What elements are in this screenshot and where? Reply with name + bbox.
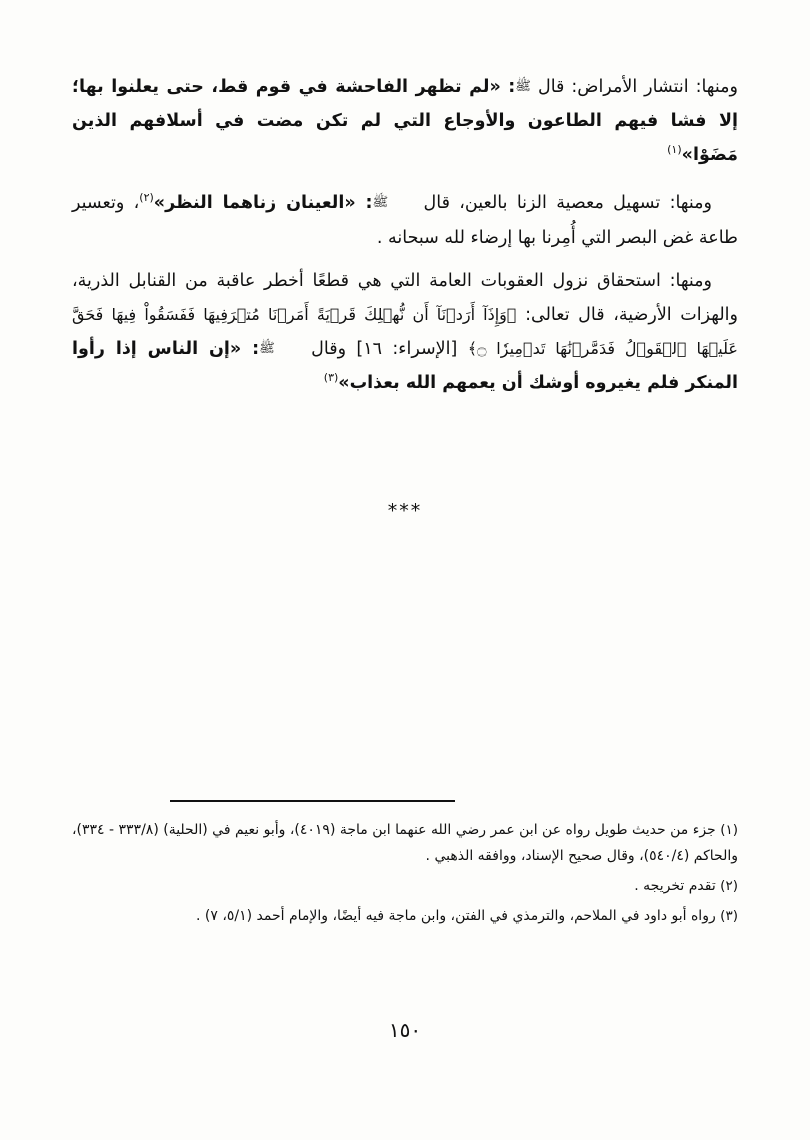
paragraph-3-line-after: وقال (311, 338, 347, 359)
page-number: ١٥٠ (388, 1018, 422, 1042)
footnote-marker-3: (٣) (323, 371, 339, 385)
paragraph-2-tail: ، وتعسير طاعة غض البصر التي أُمِرنا بها إرضاء لله سبحانه . (72, 193, 738, 248)
footnote-text: تقدم تخريجه . (634, 877, 716, 894)
footnote-separator-rule (170, 800, 455, 802)
paragraph-3-line2: القنابل الذرية، والهزات الأرضية، قال تعالى: (72, 270, 738, 325)
page-body (72, 70, 738, 409)
footnote-number: (١) (720, 822, 739, 838)
paragraph-1-lead: ومنها: انتشار الأمراض: قال (537, 77, 738, 97)
footnote-text: جزء من حديث طويل رواه عن ابن عمر رضي الله عنهما ابن ماجة (٤٠١٩)، وأبو نعيم في (الحلية) (٣٣٣/٨ - ٣٣٤)، والحاكم (٥٤٠/٤)، وقال صحيح الإسناد، ووافقه الذهبي . (72, 822, 738, 864)
paragraph-1 (72, 70, 738, 172)
quran-verse: ﴿وَإِذَآ أَرَدۡنَآ أَن نُّهۡلِكَ قَرۡيَةً أَمَرۡنَا مُتۡرَفِيهَا فَفَسَقُواْ فِيهَا فَحَقَّ عَلَيۡهَا ٱلۡقَوۡلُ فَدَمَّرۡنَٰهَا تَدۡمِيرٗا ۝﴾ (72, 304, 738, 358)
paragraph-3-line1: ومنها: استحقاق نزول العقوبات العامة التي هي قطعًا أخطر عاقبة من (185, 270, 713, 291)
footnote-text: رواه أبو داود في الملاحم، والترمذي في الفتن، وابن ماجة فيه أيضًا، والإمام أحمد (٥/١، ٧) . (195, 907, 716, 924)
paragraph-2-quote: : «العينان زناهما النظر» (153, 193, 373, 214)
footnote-marker-2: (٢) (139, 191, 154, 205)
footnote-item (72, 874, 738, 900)
section-divider: *** (387, 500, 423, 522)
footnote-number: (٢) (720, 877, 738, 894)
paragraph-2 (72, 186, 738, 254)
footnote-item (72, 904, 738, 930)
salla-allahu-alayhi-wasallam-icon: ﷺ (515, 79, 531, 94)
salla-allahu-alayhi-wasallam-icon: ﷺ (372, 195, 389, 211)
paragraph-1-quote: : «لم تظهر الفاحشة في قوم قط، حتى يعلنوا بها؛ إلا فشا فيهم الطاعون والأوجاع التي لم تكن مضت في أسلافهم الذين مَضَوْا» (72, 77, 738, 166)
paragraph-2-lead: ومنها: تسهيل معصية الزنا بالعين، قال (423, 193, 712, 214)
footnote-marker-1: (١) (667, 143, 682, 157)
quran-reference: [الإسراء: ١٦] (356, 338, 458, 359)
paragraph-3 (72, 264, 738, 401)
footnote-number: (٣) (720, 907, 738, 924)
footnotes-block (72, 818, 738, 934)
footnote-item (72, 818, 738, 870)
salla-allahu-alayhi-wasallam-icon: ﷺ (259, 340, 275, 356)
paragraph-3-hadith: : «إن الناس إذا رأوا المنكر فلم يغيروه أوشك أن يعمهم الله بعذاب» (72, 338, 738, 393)
